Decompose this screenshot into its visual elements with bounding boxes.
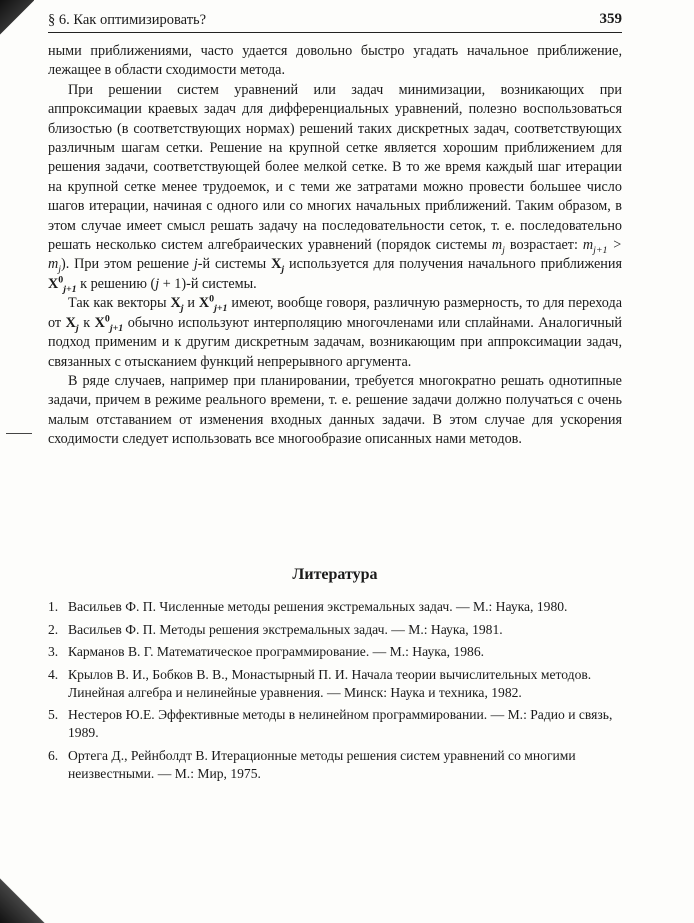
math-subscript: j bbox=[58, 264, 62, 276]
reference-number: 1. bbox=[48, 599, 59, 614]
paragraph-4: В ряде случаев, например при планировании, требуется многократно решать однотипные задачи, причем в режиме реального времени, т. е. решение задачи должно получаться с очень малым отставанием от изменения входных данных задачи. В этом случае для ускорения сходимости следует использовать все многообразие описанных нами методов. bbox=[48, 372, 622, 448]
math-subscript: j+1 bbox=[63, 283, 77, 295]
text-run: При решении систем уравнений или задач минимизации, возникающих при аппроксимации краевых задач для дифференциальных уравнений, полезно воспользоваться близостью (в соответствующих нормах) решений таких дискретных задач, соответствующих различным шагам сетки. Решение на крупной сетке является хорошим приближением для решения задачи, соответствующей более мелкой сетке. В то же время каждый шаг итерации на крупной сетке менее трудоемок, и с теми же затратами можно провести большее число шагов итерации, начиная с одного или со многих начальных приближений. Таким образом, в этом случае имеет смысл решать задачу на последовательности сеток, т. е. последовательно решать несколько систем алгебраических уравнений (порядок системы bbox=[48, 81, 622, 254]
reference-number: 2. bbox=[48, 621, 59, 637]
body-text bbox=[48, 42, 622, 450]
text-run: возрастает: bbox=[504, 237, 583, 254]
reference-item bbox=[48, 643, 622, 661]
reference-number: 3. bbox=[48, 644, 59, 659]
math-symbol: X bbox=[170, 295, 181, 312]
text-run: используется для получения начального приближения bbox=[284, 256, 623, 273]
reference-number: 4. bbox=[48, 666, 59, 682]
margin-mark bbox=[6, 433, 32, 434]
references-heading: Литература bbox=[292, 566, 378, 583]
math-Xj bbox=[271, 256, 285, 276]
math-X0jp1 bbox=[94, 312, 124, 334]
text-run: к решению ( bbox=[76, 275, 156, 292]
math-symbol: X bbox=[65, 314, 76, 331]
math-subscript: j bbox=[180, 303, 184, 315]
paragraph-3 bbox=[48, 294, 622, 372]
references-list bbox=[48, 598, 622, 787]
math-operator: > bbox=[607, 237, 622, 254]
reference-item bbox=[48, 706, 622, 742]
math-subscript: j+1 bbox=[214, 303, 228, 315]
math-subscript: j bbox=[281, 264, 285, 276]
reference-item bbox=[48, 621, 622, 639]
math-symbol: X bbox=[271, 256, 282, 273]
reference-text: Васильев Ф. П. Методы решения экстремальных задач. — М.: Наука, 1981. bbox=[68, 621, 503, 637]
text-run: ). При этом решение bbox=[61, 256, 194, 273]
math-Xj bbox=[65, 314, 79, 334]
text-run: к bbox=[78, 314, 95, 331]
page-number: 359 bbox=[599, 11, 622, 27]
reference-text: Ортега Д., Рейнболдт В. Итерационные методы решения систем уравнений со многими неизвестными. — М.: Мир, 1975. bbox=[68, 747, 576, 781]
reference-item bbox=[48, 598, 622, 616]
paragraph-1: ными приближениями, часто удается довольно быстро угадать начальное приближение, лежащее в области сходимости метода. bbox=[48, 43, 622, 79]
math-symbol: X bbox=[198, 295, 210, 312]
math-symbol: m bbox=[582, 237, 594, 254]
math-j: j bbox=[193, 256, 198, 273]
reference-number: 6. bbox=[48, 747, 59, 763]
reference-number: 5. bbox=[48, 707, 59, 722]
text-run: Так как векторы bbox=[68, 295, 171, 312]
reference-item bbox=[48, 666, 622, 702]
math-superscript: 0 bbox=[209, 293, 215, 305]
math-symbol: m bbox=[48, 256, 59, 273]
math-X0jp1 bbox=[198, 293, 228, 315]
reference-text: Карманов В. Г. Математическое программирование. — М.: Наука, 1986. bbox=[68, 644, 485, 659]
math-subscript: j+1 bbox=[109, 322, 124, 334]
text-run: имеют, вообще говоря, различную размерность, то для перехода от bbox=[48, 295, 622, 331]
math-symbol: m bbox=[491, 237, 503, 254]
scan-shadow-bottom-left bbox=[0, 859, 46, 923]
math-X0jp1 bbox=[48, 274, 77, 295]
scan-shadow-top-left bbox=[0, 0, 34, 42]
math-Xj bbox=[170, 295, 184, 315]
math-j: j bbox=[155, 275, 160, 292]
reference-item bbox=[48, 747, 622, 783]
math-subscript: j bbox=[75, 322, 79, 334]
section-title: § 6. Как оптимизировать? bbox=[48, 12, 207, 28]
text-run: и bbox=[183, 295, 199, 312]
reference-text: Нестеров Ю.Е. Эффективные методы в нелинейном программировании. — М.: Радио и связь, 1989. bbox=[68, 707, 613, 740]
text-run: + 1)-й системы. bbox=[159, 275, 257, 292]
math-symbol: X bbox=[48, 275, 59, 292]
text-run: -й системы bbox=[197, 256, 272, 273]
reference-text: Крылов В. И., Бобков В. В., Монастырный П. И. Начала теории вычислительных методов. Линейная алгебра и нелинейные уравнения. — Минск: Наука и техника, 1982. bbox=[68, 666, 592, 700]
running-head bbox=[48, 8, 622, 33]
math-superscript: 0 bbox=[104, 312, 110, 324]
reference-text: Васильев Ф. П. Численные методы решения экстремальных задач. — М.: Наука, 1980. bbox=[68, 599, 568, 614]
math-symbol: X bbox=[94, 314, 105, 331]
math-m bbox=[491, 237, 505, 256]
text-run: обычно используют интерполяцию многочленами или сплайнами. Аналогичный подход применим и к другим дискретным задачам, возникающим при аппроксимации задач, связанных с отысканием функций непрерывного аргумента. bbox=[48, 314, 622, 370]
math-subscript: j+1 bbox=[593, 244, 608, 256]
math-superscript: 0 bbox=[58, 274, 64, 286]
paragraph-2 bbox=[48, 81, 622, 294]
math-subscript: j bbox=[502, 244, 505, 256]
